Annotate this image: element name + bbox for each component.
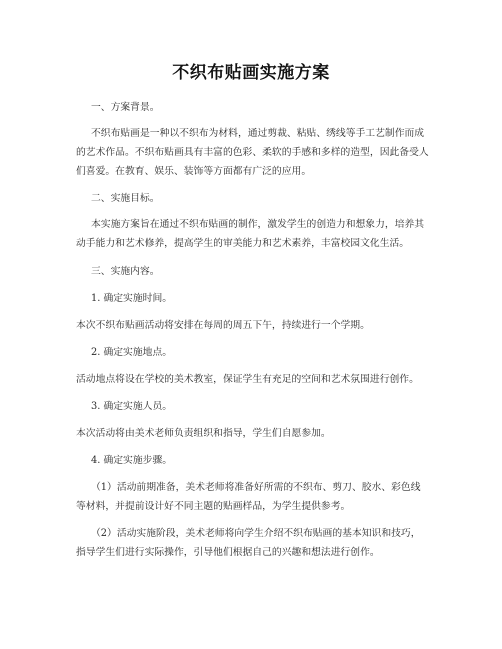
paragraph-line: （1）活动前期准备，美术老师将准备好所需的不织布、剪刀、胶水、彩色线	[91, 482, 421, 493]
paragraph-line: 本次活动将由美术老师负责组织和指导，学生们自愿参加。	[76, 428, 331, 439]
subsection-heading: 4. 确定实施步骤。	[91, 455, 173, 466]
paragraph-line: 指导学生们进行实际操作，引导他们根据自己的兴趣和想法进行创作。	[76, 547, 380, 558]
section-heading-background: 一、方案背景。	[91, 102, 160, 113]
paragraph-line: （2）活动实施阶段，美术老师将向学生介绍不织布贴画的基本知识和技巧，	[91, 528, 421, 539]
paragraph-line: 的艺术作品。不织布贴画具有丰富的色彩、柔软的手感和多样的造型，因此备受人	[76, 147, 429, 158]
section-heading-goals: 二、实施目标。	[91, 193, 160, 204]
subsection-heading: 3. 确定实施人员。	[91, 401, 173, 412]
paragraph-line: 本次不织布贴画活动将安排在每周的周五下午，持续进行一个学期。	[76, 320, 370, 331]
paragraph-line: 等材料，并提前设计好不同主题的贴画样品，为学生提供参考。	[76, 501, 351, 512]
paragraph-line: 活动地点将设在学校的美术教室，保证学生有充足的空间和艺术氛围进行创作。	[76, 374, 419, 385]
section-heading-content: 三、实施内容。	[91, 266, 160, 277]
paragraph-line: 们喜爱。在教育、娱乐、装饰等方面都有广泛的应用。	[76, 166, 312, 177]
subsection-heading: 2. 确定实施地点。	[91, 347, 173, 358]
paragraph-line: 不织布贴画是一种以不织布为材料，通过剪裁、粘贴、绣线等手工艺制作而成	[91, 128, 425, 139]
subsection-heading: 1. 确定实施时间。	[91, 293, 173, 304]
paragraph-line: 本实施方案旨在通过不织布贴画的制作，激发学生的创造力和想象力，培养其	[91, 219, 425, 230]
paragraph-line: 动手能力和艺术修养，提高学生的审美能力和艺术素养，丰富校园文化生活。	[76, 238, 410, 249]
page-title: 不织布贴画实施方案	[172, 63, 330, 83]
